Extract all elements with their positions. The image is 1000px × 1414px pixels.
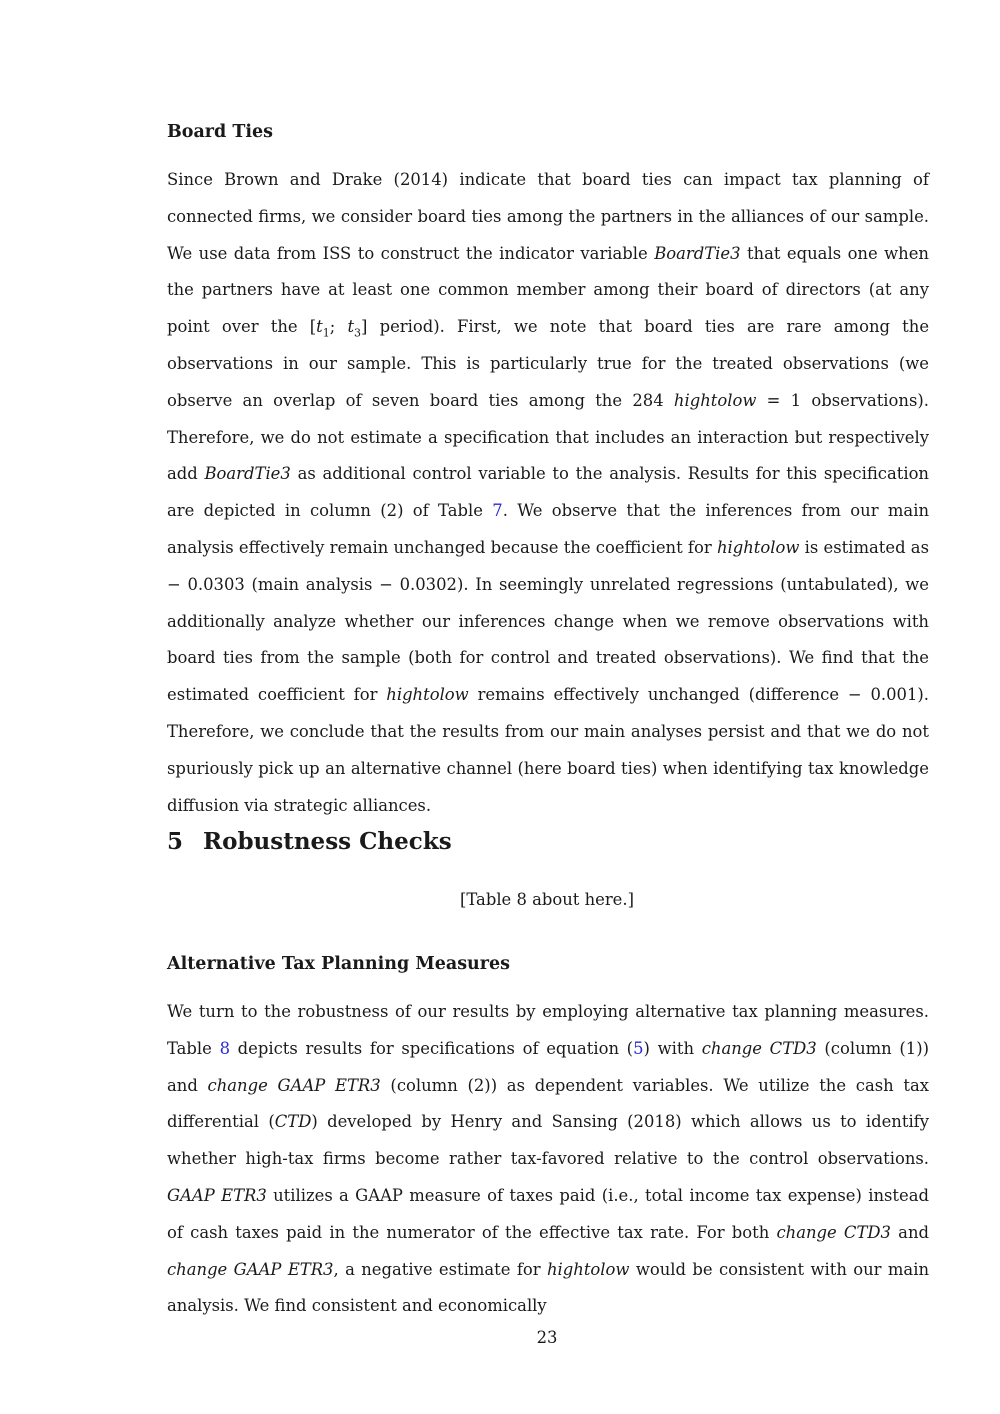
variable-change-gaap-etr3: change GAAP ETR3: [167, 1259, 334, 1279]
variable-change-ctd3: change CTD3: [776, 1222, 891, 1242]
variable-gaap-etr3: GAAP ETR3: [167, 1185, 267, 1205]
text-run: We turn to the robustness of our results by employing alternative tax planning measures. Table: [167, 1002, 929, 1058]
text-run: , a negative estimate for: [333, 1259, 547, 1279]
text-run: that equals one when the partners have at least one common member among their board of directors (at any point over the [: [167, 243, 929, 337]
text-run: = 1 observations). Therefore, we do not estimate a specification that includes an interaction but respectively add: [167, 390, 929, 484]
table-8-link[interactable]: 8: [219, 1038, 230, 1058]
table-placeholder: [Table 8 about here.]: [460, 890, 634, 909]
text-run: is estimated as − 0.0303 (main analysis − 0.0302). In seemingly unrelated regressions (untabulated), we additionally analyze whether our inferences change when we remove observations with board ties from the sample (both for control and treated observations). We find that the estimated coefficient for: [167, 537, 929, 705]
equation-5-link[interactable]: 5: [633, 1038, 644, 1058]
section-heading: [167, 827, 452, 857]
variable-hightolow: hightolow: [716, 537, 800, 557]
section-title: Robustness Checks: [203, 828, 452, 855]
text-run: would be consistent with our main analysis. We find consistent and economically: [167, 1259, 930, 1316]
variable-change-ctd3: change CTD3: [701, 1038, 817, 1058]
text-run: (column (1)) and: [167, 1038, 930, 1095]
subsection-heading-board-ties: Board Ties: [167, 122, 274, 142]
text-run: utilizes a GAAP measure of taxes paid (i.e., total income tax expense) instead of cash taxes paid in the numerator of the effective tax rate. For both: [167, 1185, 929, 1242]
text-run: ] period). First, we note that board ties are rare among the observations in our sample. This is particularly true for the treated observations (we observe an overlap of seven board ties among the 284: [167, 317, 930, 410]
text-run: ) developed by Henry and Sansing (2018) which allows us to identify whether high-tax firms become rather tax-favored relative to the control observations.: [167, 1112, 930, 1169]
text-run: depicts results for specifications of equation (: [230, 1038, 634, 1058]
table-7-link[interactable]: 7: [492, 501, 503, 521]
variable-t: t: [316, 317, 323, 337]
section-number: 5: [167, 828, 184, 855]
text-run: as additional control variable to the analysis. Results for this specification are depicted in column (2) of Table: [167, 464, 929, 521]
text-run: ;: [329, 317, 348, 337]
text-run: ) with: [643, 1038, 702, 1058]
variable-change-gaap-etr3: change GAAP ETR3: [207, 1075, 381, 1095]
page-number: 23: [536, 1328, 558, 1347]
alt-tax-paragraph: [167, 994, 929, 1325]
text-run: Since Brown and Drake (2014) indicate that board ties can impact tax planning of connected firms, we consider board ties among the partners in the alliances of our sample. We use data from ISS to construct the indicator variable: [167, 170, 929, 263]
subscript: 1: [322, 326, 330, 340]
text-run: (column (2)) as dependent variables. We utilize the cash tax differential (: [167, 1075, 930, 1132]
variable-boardtie3: BoardTie3: [654, 243, 741, 263]
variable-hightolow: hightolow: [673, 390, 757, 410]
text-run: and: [890, 1222, 930, 1242]
text-run: remains effectively unchanged (difference − 0.001). Therefore, we conclude that the results from our main analyses persist and that we do not spuriously pick up an alternative channel (here board ties) when identifying tax knowledge diffusion via strategic alliances.: [167, 685, 929, 815]
subsection-heading-alt-tax: Alternative Tax Planning Measures: [167, 954, 510, 974]
variable-ctd: CTD: [274, 1112, 312, 1132]
variable-hightolow: hightolow: [386, 685, 469, 705]
variable-hightolow: hightolow: [547, 1259, 630, 1279]
board-ties-paragraph: [167, 162, 929, 824]
subscript: 3: [354, 326, 362, 340]
text-run: . We observe that the inferences from our main analysis effectively remain unchanged because the coefficient for: [167, 501, 929, 557]
variable-boardtie3: BoardTie3: [204, 464, 291, 484]
variable-t: t: [347, 317, 355, 337]
